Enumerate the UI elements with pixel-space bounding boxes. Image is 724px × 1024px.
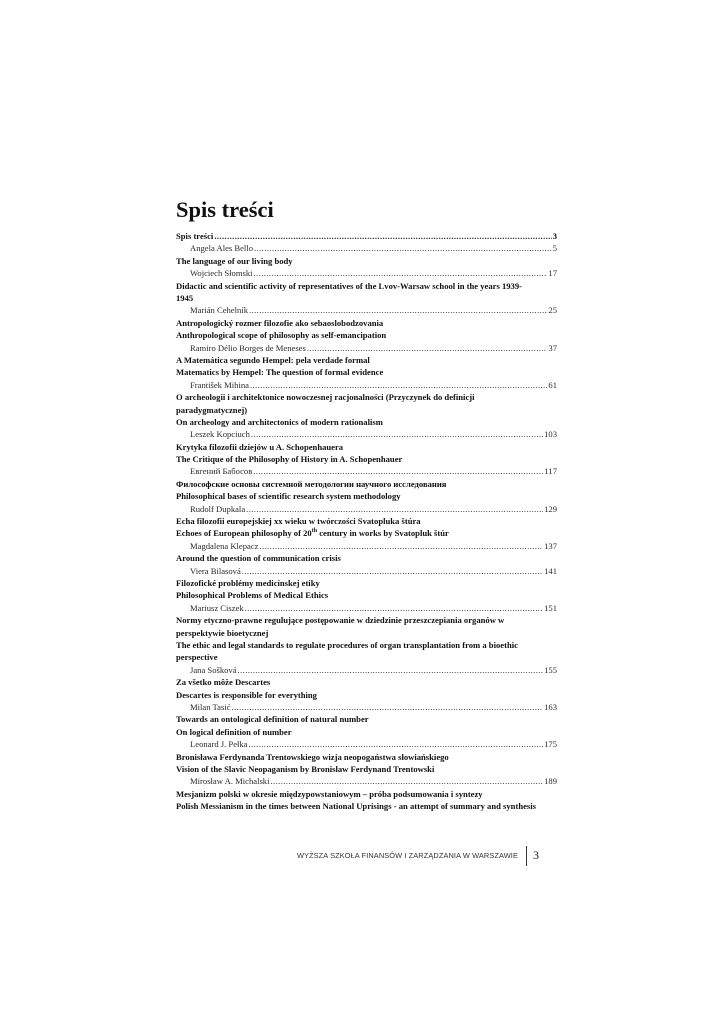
page-title: Spis treści bbox=[176, 197, 274, 222]
toc-author-name: Leszek Kopciuch bbox=[190, 429, 250, 440]
toc-dot-leader bbox=[307, 342, 548, 354]
toc-author-entry bbox=[176, 342, 557, 354]
toc-title-text: A Matemática segundo Hempel: pela verdade formal bbox=[176, 354, 370, 365]
toc-author-entry bbox=[176, 602, 557, 614]
toc-author-name: Mariusz Ciszek bbox=[190, 602, 244, 613]
toc-author-name: Marián Cehelník bbox=[190, 305, 248, 316]
toc-page-number: 25 bbox=[548, 305, 557, 316]
toc-title-text: On logical definition of number bbox=[176, 726, 292, 737]
toc-title-text: Echa filozofii europejskiej xx wieku w twórczości Svatopluka štúra bbox=[176, 516, 421, 527]
toc-author-name: Viera Bilasová bbox=[190, 565, 241, 576]
toc-author-name: Jana Sošková bbox=[190, 664, 237, 675]
toc-author-name: Angela Ales Bello bbox=[190, 243, 254, 254]
toc-title-text: Matematics by Hempel: The question of formal evidence bbox=[176, 367, 384, 378]
toc-article-title bbox=[176, 354, 557, 366]
toc-title-text: Anthropological scope of philosophy as self-emancipation bbox=[176, 330, 387, 341]
toc-article-title bbox=[176, 527, 557, 539]
toc-title-text: O archeologii i architektonice nowoczesnej racjonalności (Przyczynek do definicji paradygmatycznej) bbox=[176, 392, 475, 415]
toc-article-title bbox=[176, 751, 557, 763]
toc-author-name: Magdalena Klepacz bbox=[190, 540, 259, 551]
toc-dot-leader bbox=[249, 304, 547, 316]
toc-article-title bbox=[176, 614, 536, 639]
toc-article-title bbox=[176, 441, 557, 453]
toc-article-title bbox=[176, 391, 536, 416]
toc-page-number: 151 bbox=[544, 602, 557, 613]
toc-title-text: Vision of the Slavic Neopaganism by Bronisław Ferdynand Trentowski bbox=[176, 763, 435, 774]
toc-article-title bbox=[176, 689, 557, 701]
toc-page-number: 17 bbox=[548, 268, 557, 279]
toc-dot-leader bbox=[271, 775, 544, 787]
toc-article-title bbox=[176, 800, 536, 812]
toc-article-title bbox=[176, 478, 557, 490]
toc-title-text: The Critique of the Philosophy of History in A. Schopenhauer bbox=[176, 454, 403, 465]
toc-author-entry bbox=[176, 428, 557, 440]
toc-author-entry bbox=[176, 664, 557, 676]
toc-page-number: 189 bbox=[544, 776, 557, 787]
toc-article-title bbox=[176, 515, 557, 527]
toc-title-superscript: th bbox=[311, 528, 318, 535]
toc-dot-leader bbox=[214, 230, 551, 242]
toc-article-title bbox=[176, 589, 557, 601]
toc-dot-leader bbox=[249, 738, 544, 750]
toc-article-title bbox=[176, 280, 536, 305]
toc-author-name: Евгений Бабосов bbox=[190, 466, 253, 477]
toc-article-title bbox=[176, 490, 557, 502]
toc-dot-leader bbox=[259, 540, 543, 552]
toc-page-number: 137 bbox=[544, 540, 557, 551]
toc-dot-leader bbox=[254, 267, 548, 279]
toc-title-text: Mesjanizm polski w okresie międzypowstaniowym – próba podsumowania i syntezy bbox=[176, 788, 483, 799]
toc-list bbox=[176, 230, 557, 813]
toc-author-name: Milan Tasić bbox=[190, 701, 231, 712]
toc-title-text: Echoes of European philosophy of 20 bbox=[176, 528, 312, 539]
toc-heading-entry bbox=[176, 230, 557, 242]
toc-dot-leader bbox=[242, 565, 543, 577]
toc-author-name: Wojciech Słomski bbox=[190, 268, 253, 279]
toc-title-text: Filozofické problémy medicínskej etiky bbox=[176, 578, 320, 588]
toc-dot-leader bbox=[250, 379, 547, 391]
toc-title-text: Polish Messianism in the times between National Uprisings - an attempt of summary and synthesis bbox=[176, 801, 536, 812]
toc-title-text: The language of our living body bbox=[176, 255, 293, 266]
toc-author-entry bbox=[176, 738, 557, 750]
toc-article-title bbox=[176, 639, 536, 664]
toc-page-number: 141 bbox=[544, 565, 557, 576]
page-footer bbox=[0, 848, 724, 864]
footer-page-number: 3 bbox=[533, 848, 539, 862]
toc-author-name: Mirosław A. Michalski bbox=[190, 776, 270, 787]
toc-author-name: Leonard J. Pełka bbox=[190, 739, 248, 750]
toc-dot-leader bbox=[246, 503, 543, 515]
toc-page-number: 117 bbox=[544, 466, 557, 477]
toc-page-number: 5 bbox=[552, 243, 557, 254]
toc-title-text: Za všetko môže Descartes bbox=[176, 677, 271, 688]
toc-article-title bbox=[176, 676, 557, 688]
toc-page-number: 155 bbox=[544, 664, 557, 675]
toc-title-text: Towards an ontological definition of natural number bbox=[176, 714, 369, 725]
footer-divider bbox=[526, 846, 527, 866]
toc-article-title bbox=[176, 329, 557, 341]
toc-article-title bbox=[176, 416, 557, 428]
toc-page-number: 61 bbox=[548, 379, 557, 390]
toc-author-entry bbox=[176, 775, 557, 787]
toc-title-text: Around the question of communication crisis bbox=[176, 553, 341, 564]
toc-author-entry bbox=[176, 242, 557, 254]
toc-title-text: The ethic and legal standards to regulate procedures of organ transplantation from a bioethic perspective bbox=[176, 639, 518, 663]
toc-author-name: František Mihina bbox=[190, 379, 249, 390]
toc-author-entry bbox=[176, 540, 557, 552]
toc-dot-leader bbox=[232, 701, 544, 713]
toc-article-title bbox=[176, 763, 557, 775]
toc-author-name: Ramiro Délio Borges de Meneses bbox=[190, 342, 306, 353]
toc-title-text: Antropologický rozmer filozofie ako sebaoslobodzovania bbox=[176, 317, 384, 328]
toc-article-title bbox=[176, 577, 557, 589]
toc-author-entry bbox=[176, 503, 557, 515]
toc-article-title bbox=[176, 552, 557, 564]
toc-title-text-tail: century in works by Svatopluk štúr bbox=[317, 528, 449, 539]
toc-title-text: Bronisława Ferdynanda Trentowskiego wizja neopogaństwa słowiańskiego bbox=[176, 751, 449, 762]
toc-title-text: Descartes is responsible for everything bbox=[176, 689, 317, 700]
toc-article-title bbox=[176, 788, 557, 800]
toc-author-entry bbox=[176, 304, 557, 316]
footer-publisher: WYŻSZA SZKOŁA FINANSÓW I ZARZĄDZANIA W WARSZAWIE bbox=[296, 851, 518, 860]
toc-title-text: Normy etyczno-prawne regulujące postępowanie w dziedzinie przeszczepiania organów w perspektywie bioetycznej bbox=[176, 615, 505, 638]
toc-author-entry bbox=[176, 379, 557, 391]
toc-dot-leader bbox=[253, 465, 543, 477]
toc-dot-leader bbox=[245, 602, 543, 614]
toc-dot-leader bbox=[238, 664, 544, 676]
toc-author-entry bbox=[176, 465, 557, 477]
toc-page-number: 37 bbox=[548, 342, 557, 353]
toc-dot-leader bbox=[251, 428, 543, 440]
toc-article-title bbox=[176, 317, 557, 329]
toc-page-number: 103 bbox=[544, 429, 557, 440]
toc-author-entry bbox=[176, 565, 557, 577]
toc-heading-label: Spis treści bbox=[176, 231, 214, 241]
toc-article-title bbox=[176, 453, 557, 465]
toc-page-number: 163 bbox=[544, 701, 557, 712]
toc-page-number: 175 bbox=[544, 739, 557, 750]
toc-title-text: Philosophical bases of scientific research system methodology bbox=[176, 491, 401, 502]
toc-title-text: On archeology and architectonics of modern rationalism bbox=[176, 416, 383, 427]
toc-article-title bbox=[176, 726, 557, 738]
toc-dot-leader bbox=[254, 242, 552, 254]
toc-page-number: 3 bbox=[552, 231, 557, 241]
toc-title-text: Didactic and scientific activity of representatives of the Lvov-Warsaw school in the years 1939-1945 bbox=[176, 280, 523, 303]
toc-title-text: Философские основы системной методологии научного исследования bbox=[176, 478, 447, 489]
toc-article-title bbox=[176, 255, 557, 267]
toc-title-text: Krytyka filozofii dziejów u A. Schopenhauera bbox=[176, 441, 344, 452]
toc-title-text: Philosophical Problems of Medical Ethics bbox=[176, 590, 329, 601]
toc-article-title bbox=[176, 366, 557, 378]
toc-author-entry bbox=[176, 267, 557, 279]
toc-page-number: 129 bbox=[544, 503, 557, 514]
toc-author-name: Rudolf Dupkala bbox=[190, 503, 246, 514]
toc-article-title bbox=[176, 713, 557, 725]
toc-author-entry bbox=[176, 701, 557, 713]
